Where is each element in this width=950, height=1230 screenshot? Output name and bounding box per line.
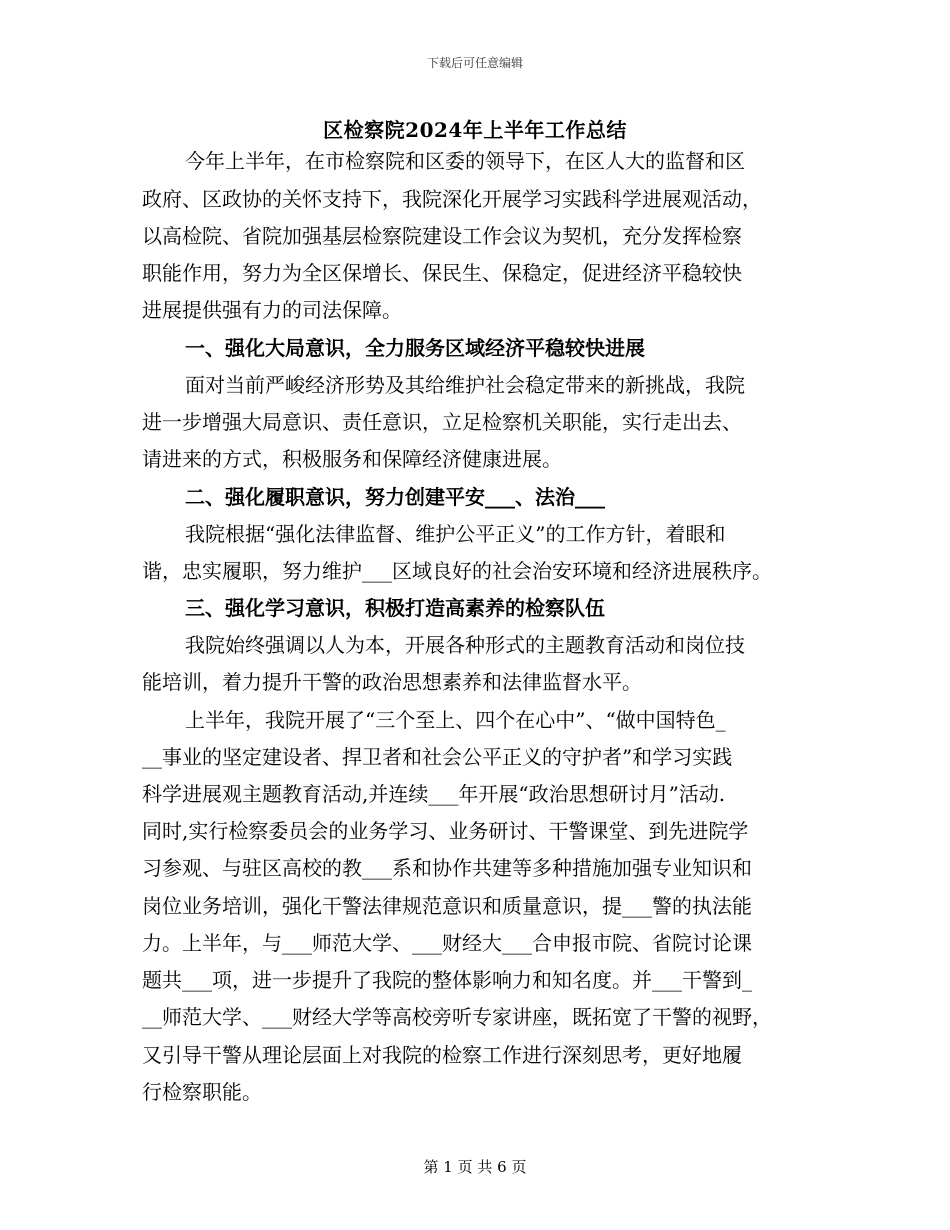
section-heading-1: 一、强化大局意识，全力服务区域经济平稳较快进展 xyxy=(185,336,645,360)
body-line: 今年上半年，在市检察院和区委的领导下，在区人大的监督和区 xyxy=(185,149,745,173)
body-line: 岗位业务培训，强化干警法律规范意识和质量意识，提___警的执法能 xyxy=(142,894,752,918)
page-header-note: 下载后可任意编辑 xyxy=(426,56,523,70)
body-line: 行检察职能。 xyxy=(142,1080,262,1104)
body-line: 职能作用，努力为全区保增长、保民生、保稳定，促进经济平稳较快 xyxy=(142,261,742,285)
body-line: 同时,实行检察委员会的业务学习、业务研讨、干警课堂、到先进院学 xyxy=(142,819,749,843)
section-heading-2: 二、强化履职意识，努力创建平安___、法治___ xyxy=(185,485,605,509)
body-line: 我院根据“强化法律监督、维护公平正义”的工作方针，着眼和 xyxy=(185,522,726,546)
body-line: 上半年，我院开展了“三个至上、四个在心中”、“做中国特色_ xyxy=(185,708,726,732)
section-heading-3: 三、强化学习意识，积极打造高素养的检察队伍 xyxy=(185,596,605,620)
body-line: 进一步增强大局意识、责任意识，立足检察机关职能，实行走出去、 xyxy=(142,410,742,434)
body-line: 进展提供强有力的司法保障。 xyxy=(142,298,402,322)
body-line: 政府、区政协的关怀支持下，我院深化开展学习实践科学进展观活动， xyxy=(142,187,762,211)
page-number-footer: 第 1 页 共 6 页 xyxy=(423,1158,527,1176)
body-line: 又引导干警从理论层面上对我院的检察工作进行深刻思考，更好地履 xyxy=(142,1043,742,1067)
body-line: 力。上半年，与___师范大学、___财经大___合申报市院、省院讨论课 xyxy=(142,931,752,955)
body-line: 请进来的方式，积极服务和保障经济健康进展。 xyxy=(142,447,562,471)
document-title: 区检察院2024年上半年工作总结 xyxy=(323,118,627,142)
body-line: __事业的坚定建设者、捍卫者和社会公平正义的守护者”和学习实践 xyxy=(142,745,733,769)
body-line: 面对当前严峻经济形势及其给维护社会稳定带来的新挑战，我院 xyxy=(185,373,745,397)
body-line: 习参观、与驻区高校的教___系和协作共建等多种措施加强专业知识和 xyxy=(142,856,752,880)
body-line: 科学进展观主题教育活动,并连续___年开展“政治思想研讨月”活动. xyxy=(142,782,726,806)
body-line: 题共___项，进一步提升了我院的整体影响力和知名度。并___干警到_ xyxy=(142,968,752,992)
body-line: __师范大学、___财经大学等高校旁听专家讲座，既拓宽了干警的视野， xyxy=(142,1005,772,1029)
body-line: 谐，忠实履职，努力维护___区域良好的社会治安环境和经济进展秩序。 xyxy=(142,559,772,583)
body-line: 我院始终强调以人为本，开展各种形式的主题教育活动和岗位技 xyxy=(185,633,745,657)
body-line: 以高检院、省院加强基层检察院建设工作会议为契机，充分发挥检察 xyxy=(142,224,742,248)
body-line: 能培训，着力提升干警的政治思想素养和法律监督水平。 xyxy=(142,670,642,694)
